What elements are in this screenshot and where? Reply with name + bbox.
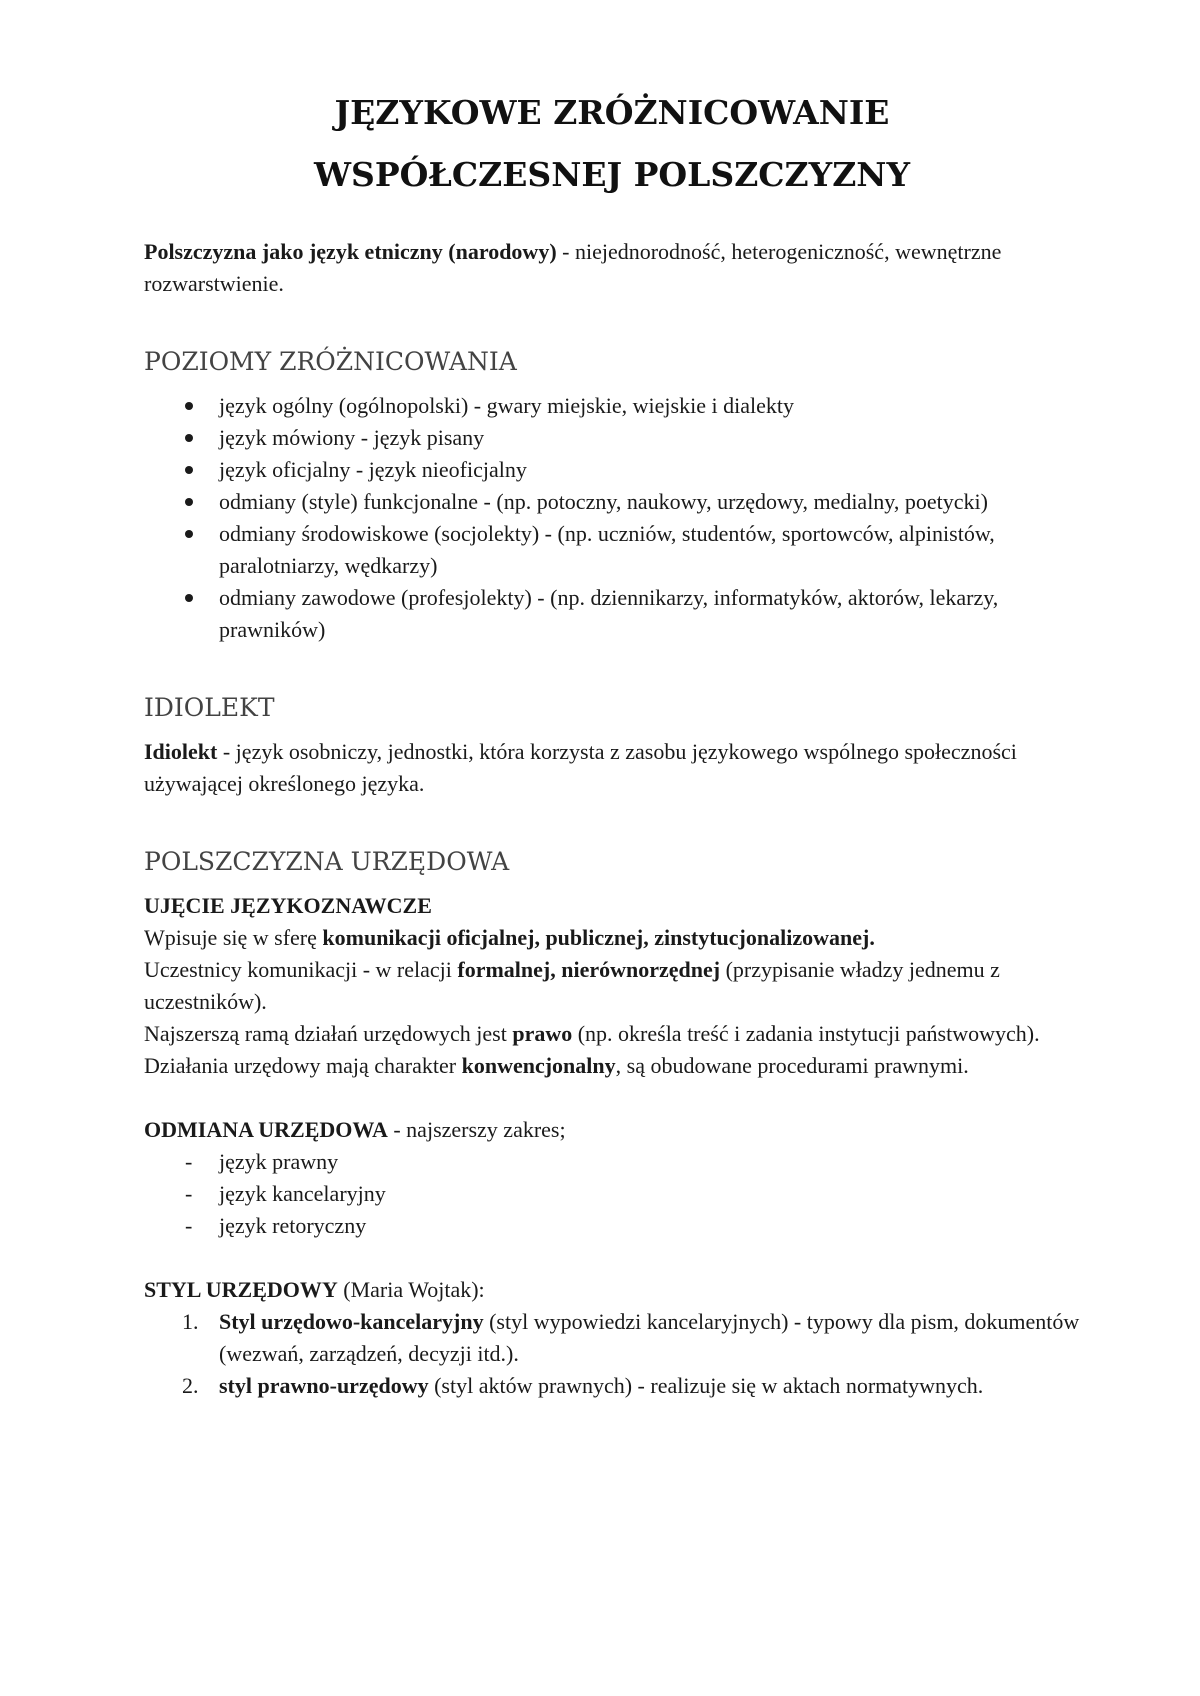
bullet-icon	[185, 498, 193, 506]
intro-paragraph	[144, 236, 1080, 300]
style-paragraph	[144, 1274, 1080, 1306]
official-heading: POLSZCZYZNA URZĘDOWA	[144, 847, 510, 876]
levels-list	[144, 390, 1080, 646]
list-item	[144, 1146, 1080, 1178]
intro-text: - niejednorodność, heterogeniczność, wewnętrzne rozwarstwienie.	[144, 239, 1002, 296]
list-item-text: (styl wypowiedzi kancelaryjnych) - typowy dla pism, dokumentów (wezwań, zarządzeń, decyzji itd.).	[219, 1309, 1080, 1366]
title-line-1: JĘZYKOWE ZRÓŻNICOWANIE	[334, 93, 890, 132]
list-number: 1.	[182, 1309, 199, 1334]
spacer	[144, 1082, 1080, 1114]
idiolect-text: - język osobniczy, jednostki, która korzysta z zasobu językowego wspólnego społeczności używającej określonego języka.	[144, 739, 1017, 796]
list-number: 2.	[182, 1373, 199, 1398]
list-item-text: język prawny	[219, 1149, 339, 1174]
list-item	[144, 1210, 1080, 1242]
official-paragraph-1	[144, 922, 1080, 954]
intro-bold: Polszczyzna jako język etniczny (narodowy)	[144, 239, 557, 264]
p2-bold: formalnej, nierównorzędnej	[457, 957, 721, 982]
dash-marker: -	[185, 1181, 193, 1206]
idiolect-paragraph	[144, 736, 1080, 800]
idiolect-bold: Idiolekt	[144, 739, 218, 764]
list-item-text: odmiany (style) funkcjonalne - (np. potoczny, naukowy, urzędowy, medialny, poetycki)	[219, 489, 988, 514]
list-item	[144, 390, 1080, 422]
official-paragraph-3	[144, 1018, 1080, 1082]
list-item	[144, 518, 1080, 582]
list-item	[144, 486, 1080, 518]
list-item-text: (styl aktów prawnych) - realizuje się w aktach normatywnych.	[428, 1373, 984, 1398]
list-item-bold: Styl urzędowo-kancelaryjny	[219, 1309, 484, 1334]
list-item-text: język ogólny (ogólnopolski) - gwary miejskie, wiejskie i dialekty	[219, 393, 794, 418]
variety-text: - najszerszy zakres;	[387, 1117, 566, 1142]
list-item-bold: styl prawno-urzędowy	[219, 1373, 429, 1398]
list-item-text: język oficjalny - język nieoficjalny	[219, 457, 527, 482]
bullet-icon	[185, 434, 193, 442]
variety-bold: ODMIANA URZĘDOWA	[144, 1117, 388, 1142]
list-item	[144, 1370, 1080, 1402]
official-subheading: UJĘCIE JĘZYKOZNAWCZE	[144, 893, 432, 918]
p3-text-mid: (np. określa treść i zadania instytucji państwowych). Działania urzędowy mają charakter	[144, 1021, 1040, 1078]
p1-bold: komunikacji oficjalnej, publicznej, zinstytucjonalizowanej.	[322, 925, 875, 950]
list-item	[144, 1306, 1080, 1370]
official-paragraph-2	[144, 954, 1080, 1018]
levels-heading: POZIOMY ZRÓŻNICOWANIA	[144, 347, 517, 376]
list-item	[144, 582, 1080, 646]
p1-text: Wpisuje się w sferę	[144, 925, 323, 950]
list-item	[144, 422, 1080, 454]
bullet-icon	[185, 594, 193, 602]
variety-paragraph	[144, 1114, 1080, 1146]
list-item-text: odmiany środowiskowe (socjolekty) - (np. uczniów, studentów, sportowców, alpinistów, paralotniarzy, wędkarzy)	[219, 521, 995, 578]
p3-bold-2: konwencjonalny	[461, 1053, 616, 1078]
list-item-text: język mówiony - język pisany	[219, 425, 485, 450]
list-item	[144, 1178, 1080, 1210]
list-item	[144, 454, 1080, 486]
style-list	[144, 1306, 1080, 1402]
title-line-2: WSPÓŁCZESNEJ POLSZCZYZNY	[313, 155, 911, 194]
page-title	[144, 82, 1080, 206]
bullet-icon	[185, 530, 193, 538]
p3-text: Najszerszą ramą działań urzędowych jest	[144, 1021, 513, 1046]
list-item-text: odmiany zawodowe (profesjolekty) - (np. dziennikarzy, informatyków, aktorów, lekarzy, prawników)	[219, 585, 999, 642]
variety-list	[144, 1146, 1080, 1242]
bullet-icon	[185, 402, 193, 410]
dash-marker: -	[185, 1213, 193, 1238]
p2-text: Uczestnicy komunikacji - w relacji	[144, 957, 458, 982]
idiolect-heading: IDIOLEKT	[144, 693, 275, 722]
style-bold: STYL URZĘDOWY	[144, 1277, 338, 1302]
list-item-text: język retoryczny	[219, 1213, 367, 1238]
style-text: (Maria Wojtak):	[337, 1277, 485, 1302]
list-item-text: język kancelaryjny	[219, 1181, 386, 1206]
p2-text-end: (przypisanie władzy jednemu z uczestników).	[144, 957, 1000, 1014]
p3-text-end: , są obudowane procedurami prawnymi.	[615, 1053, 969, 1078]
bullet-icon	[185, 466, 193, 474]
p3-bold-1: prawo	[512, 1021, 573, 1046]
dash-marker: -	[185, 1149, 193, 1174]
